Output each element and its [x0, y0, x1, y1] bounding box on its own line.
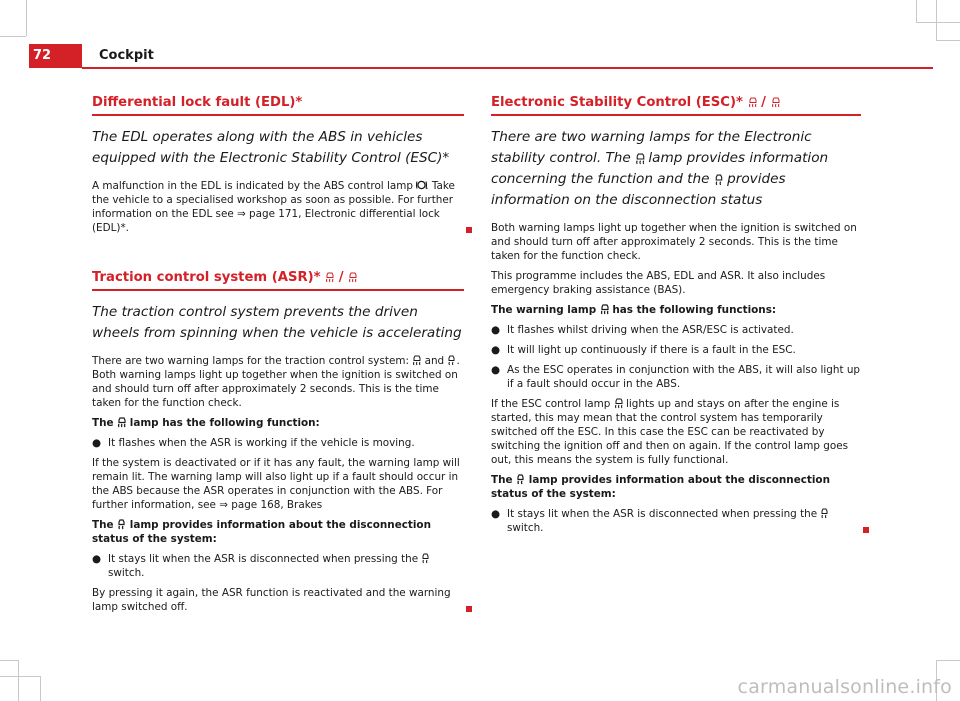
- esc-car-icon: [117, 417, 126, 427]
- crop-mark: [936, 660, 960, 661]
- crop-mark: [0, 660, 18, 661]
- list-item: ● It stays lit when the ASR is disconnected when pressing the switch.: [491, 507, 861, 535]
- crop-mark: [936, 40, 960, 41]
- esc-off-icon: [714, 174, 723, 184]
- crop-mark: [936, 0, 937, 40]
- section-esc: [491, 96, 861, 535]
- crop-mark: [26, 0, 27, 36]
- paragraph: Both warning lamps light up together when the ignition is switched on and should turn off after approximately 2 seconds. This is the time taken for the function check.: [491, 222, 857, 262]
- list-item: ● As the ESC operates in conjunction with the ABS, it will also light up if a fault should occur in the ABS.: [491, 364, 860, 390]
- section-heading-edl: Differential lock fault (EDL)*: [92, 96, 464, 116]
- crop-mark: [0, 676, 40, 677]
- esc-car-icon: [600, 304, 609, 314]
- section-heading-asr: Traction control system (ASR)* /: [92, 271, 464, 291]
- paragraph: A malfunction in the EDL is indicated by the ABS control lamp . Take the vehicle to a specialised workshop as soon as possible. For further information on the EDL see ⇒ page 171, Electronic differential lock (EDL)*.: [92, 180, 455, 234]
- crop-mark: [0, 36, 26, 37]
- running-header-title: Cockpit: [99, 48, 154, 63]
- paragraph: This programme includes the ABS, EDL and ASR. It also includes emergency braking assistance (BAS).: [491, 270, 826, 296]
- subheading: The lamp has the following function:: [92, 417, 320, 429]
- list-item: ● It will light up continuously if there is a fault in the ESC.: [491, 344, 796, 356]
- right-column: [491, 96, 861, 541]
- subheading: The warning lamp has the following functions:: [491, 304, 777, 316]
- section-end-marker: [863, 527, 869, 533]
- crop-mark: [916, 0, 917, 22]
- abs-lamp-icon: [416, 180, 425, 190]
- esc-off-icon: [771, 97, 780, 107]
- section-asr: [92, 271, 464, 614]
- paragraph: If the ESC control lamp lights up and stays on after the engine is started, this may mean that the control system has temporarily switched off the ESC. In this case the ESC can be reactivated by switching the ignition off and then on again. If the control lamp goes out, this means the system is fully functional.: [491, 398, 849, 466]
- section-lead-asr: The traction control system prevents the driven wheels from spinning when the vehicle is accelerating: [92, 304, 462, 341]
- esc-off-icon: [117, 519, 126, 529]
- list-item: ● It stays lit when the ASR is disconnected when pressing the switch.: [92, 552, 464, 580]
- section-lead-edl: The EDL operates along with the ABS in vehicles equipped with the Electronic Stability Control (ESC)*: [92, 129, 450, 166]
- esc-off-icon: [348, 272, 357, 282]
- subheading: The lamp provides information about the disconnection status of the system:: [92, 519, 431, 545]
- header-rule: [82, 67, 933, 69]
- paragraph: There are two warning lamps for the traction control system: and . Both warning lamps light up together when the ignition is switched on and should turn off after approximately 2 seconds. This is the time taken for the function check.: [92, 355, 460, 409]
- section-lead-esc: There are two warning lamps for the Electronic stability control. The lamp provides information concerning the function and the provides information on the disconnection status: [491, 129, 829, 208]
- subheading: The lamp provides information about the disconnection status of the system:: [491, 474, 830, 500]
- list-item: ● It flashes when the ASR is working if the vehicle is moving.: [92, 437, 415, 449]
- list-item: ● It flashes whilst driving when the ASR/ESC is activated.: [491, 324, 794, 336]
- paragraph: If the system is deactivated or if it has any fault, the warning lamp will remain lit. The warning lamp will also light up if a fault should occur in the ABS because the ASR operates in conjunction with the ABS. For further information, see ⇒ page 168, Brakes: [92, 457, 460, 511]
- section-edl: [92, 96, 464, 235]
- esc-car-icon: [635, 153, 644, 163]
- esc-car-icon: [614, 398, 623, 408]
- esc-car-icon: [412, 355, 421, 365]
- esc-car-icon: [748, 97, 757, 107]
- crop-mark: [18, 660, 19, 701]
- paragraph: By pressing it again, the ASR function is reactivated and the warning lamp switched off.: [92, 587, 451, 613]
- watermark: carmanualsonline.info: [737, 676, 952, 698]
- crop-mark: [916, 22, 960, 23]
- esc-off-icon: [820, 508, 829, 518]
- section-heading-esc: Electronic Stability Control (ESC)* /: [491, 96, 861, 116]
- esc-off-icon: [516, 474, 525, 484]
- crop-mark: [40, 676, 41, 701]
- page-number: 72: [29, 44, 82, 68]
- section-end-marker: [466, 227, 472, 233]
- section-end-marker: [466, 606, 472, 612]
- left-column: [92, 96, 464, 620]
- esc-car-icon: [325, 272, 334, 282]
- esc-off-icon: [421, 553, 430, 563]
